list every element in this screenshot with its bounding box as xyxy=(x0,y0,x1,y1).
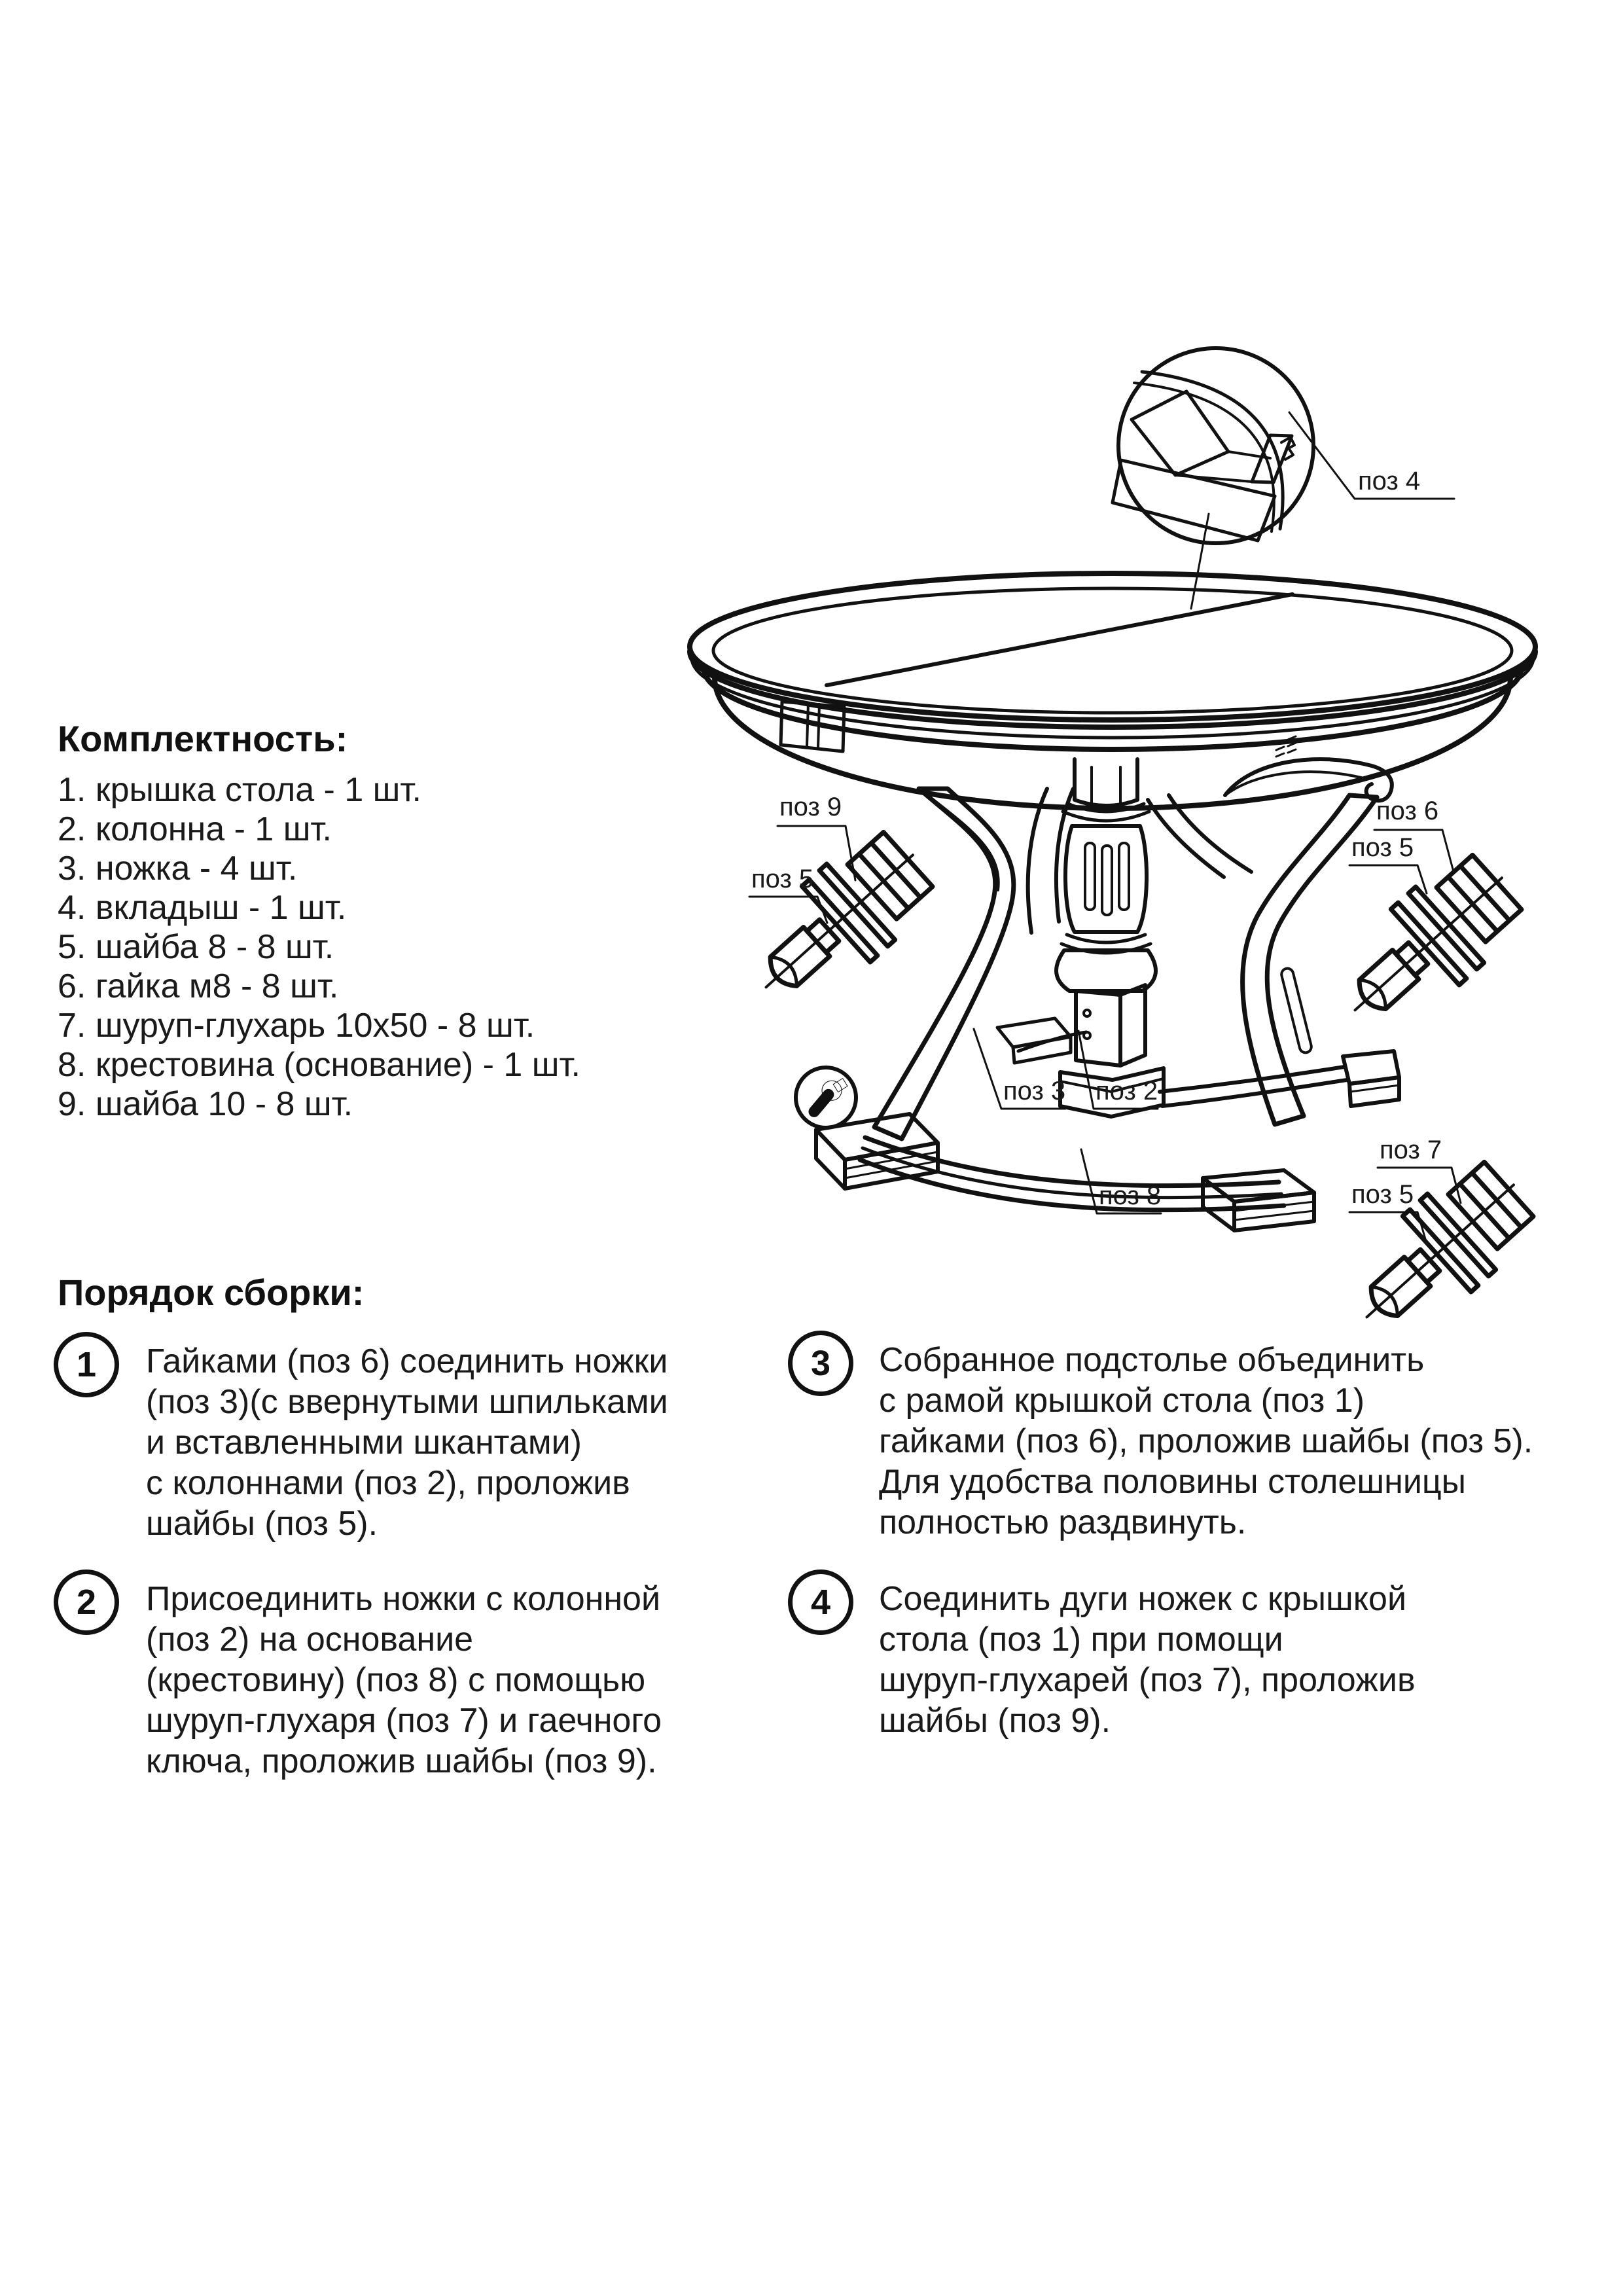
parts-list-item: 4. вкладыш - 1 шт. xyxy=(58,889,347,927)
step-text xyxy=(146,1341,668,1544)
fastener-cluster-right xyxy=(1321,840,1536,1048)
step-line: ключа, проложив шайбы (поз 9). xyxy=(146,1742,657,1780)
step-line: шайбы (поз 5). xyxy=(146,1505,378,1543)
step-line: Гайками (поз 6) соединить ножки xyxy=(146,1342,668,1380)
parts-list-item: 8. крестовина (основание) - 1 шт. xyxy=(58,1046,580,1084)
table-assembly-diagram xyxy=(654,314,1623,1374)
callout-pos5-left: поз 5 xyxy=(751,865,814,893)
step-line: (крестовину) (поз 8) с помощью xyxy=(146,1661,646,1699)
parts-list-item: 1. крышка стола - 1 шт. xyxy=(58,771,421,809)
callout-pos8: поз 8 xyxy=(1099,1181,1162,1210)
step-line: с колоннами (поз 2), проложив xyxy=(146,1464,630,1502)
pedestal-column xyxy=(1056,759,1164,1117)
parts-list-item: 5. шайба 8 - 8 шт. xyxy=(58,928,334,966)
detail-inset xyxy=(1113,348,1313,609)
step-text xyxy=(879,1340,1533,1543)
assembly-heading: Порядок сборки: xyxy=(58,1272,365,1313)
step-line: полностью раздвинуть. xyxy=(879,1503,1247,1541)
parts-list-item: 3. ножка - 4 шт. xyxy=(58,850,298,888)
tabletop xyxy=(690,573,1535,808)
step-number-badge: 1 xyxy=(54,1332,119,1397)
step-number-badge: 2 xyxy=(54,1570,119,1635)
step-line: стола (поз 1) при помощи xyxy=(879,1621,1283,1659)
step-text xyxy=(146,1579,662,1782)
wrench-icon xyxy=(796,1067,856,1128)
parts-list-item: 2. колонна - 1 шт. xyxy=(58,810,332,848)
callout-pos4: поз 4 xyxy=(1358,467,1421,495)
callout-pos9: поз 9 xyxy=(779,793,842,821)
step-line: шуруп-глухарей (поз 7), проложив xyxy=(879,1661,1416,1699)
step-line: гайками (поз 6), проложив шайбы (поз 5). xyxy=(879,1422,1533,1460)
callout-pos7: поз 7 xyxy=(1380,1136,1442,1164)
callout-pos2: поз 2 xyxy=(1096,1077,1158,1105)
parts-list-item: 9. шайба 10 - 8 шт. xyxy=(58,1085,353,1123)
step-line: с рамой крышкой стола (поз 1) xyxy=(879,1382,1365,1420)
fastener-cluster-bottom xyxy=(1332,1147,1548,1355)
fastener-cluster-left xyxy=(732,817,947,1025)
step-line: Соединить дуги ножек с крышкой xyxy=(879,1580,1407,1618)
parts-list-item: 7. шуруп-глухарь 10х50 - 8 шт. xyxy=(58,1007,535,1045)
parts-list-section xyxy=(58,717,580,1124)
step-line: шуруп-глухаря (поз 7) и гаечного xyxy=(146,1702,662,1740)
parts-list xyxy=(58,770,580,1124)
parts-list-item: 6. гайка м8 - 8 шт. xyxy=(58,967,339,1005)
callout-pos5-bottom: поз 5 xyxy=(1351,1180,1414,1209)
step-line: Собранное подстолье объединить xyxy=(879,1341,1425,1379)
tabletop-seam xyxy=(827,594,1293,685)
parts-list-heading: Комплектность: xyxy=(58,718,348,759)
callout-pos6: поз 6 xyxy=(1376,797,1439,825)
step-number-badge: 4 xyxy=(788,1570,853,1635)
step-line: (поз 3)(с ввернутыми шпильками xyxy=(146,1383,668,1421)
callout-pos5-right: поз 5 xyxy=(1351,833,1414,862)
step-line: шайбы (поз 9). xyxy=(879,1702,1111,1740)
step-line: (поз 2) на основание xyxy=(146,1621,474,1659)
callout-pos3: поз 3 xyxy=(1003,1077,1066,1105)
inset-circle xyxy=(1118,348,1313,543)
step-text xyxy=(879,1579,1416,1741)
step-line: Присоединить ножки с колонной xyxy=(146,1580,661,1618)
step-line: и вставленными шкантами) xyxy=(146,1424,582,1462)
step-line: Для удобства половины столешницы xyxy=(879,1463,1467,1501)
step-number-badge: 3 xyxy=(788,1331,853,1396)
